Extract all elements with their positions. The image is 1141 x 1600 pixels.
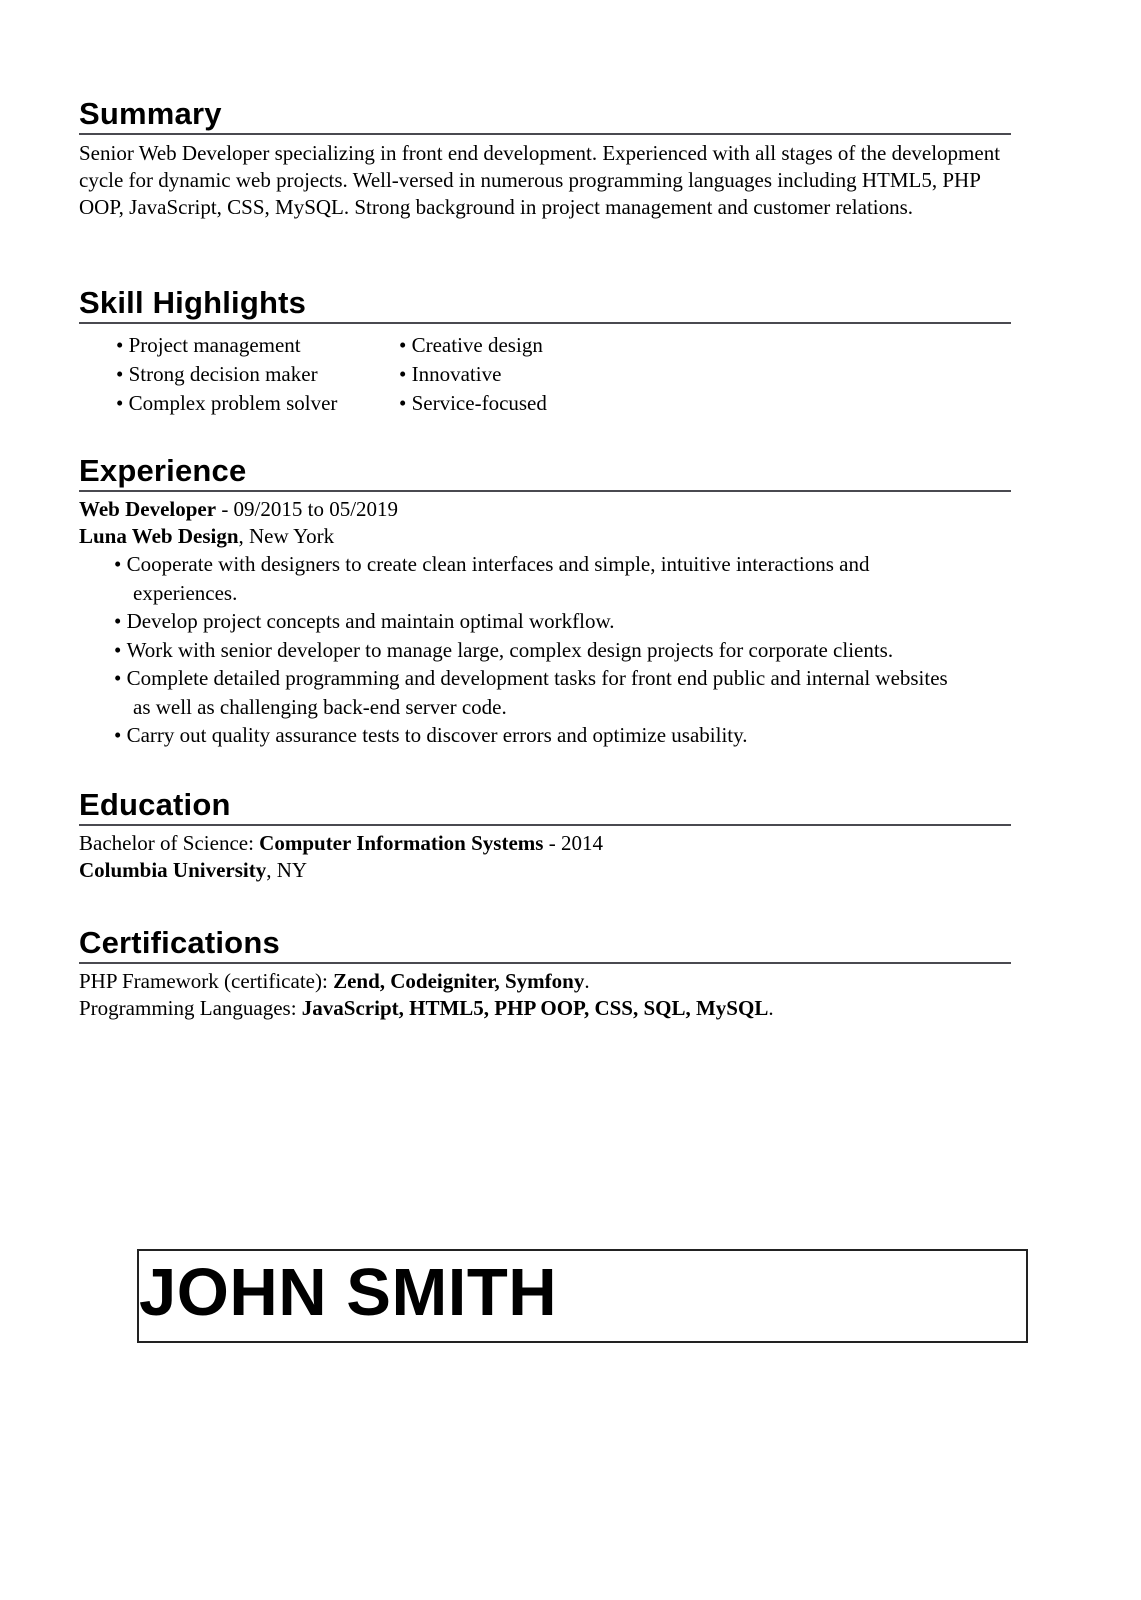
employer-line xyxy=(79,523,1011,550)
skill-item: • Innovative xyxy=(399,360,547,389)
skill-item: • Complex problem solver xyxy=(116,389,399,418)
skill-item: • Creative design xyxy=(399,331,547,360)
skills-heading: Skill Highlights xyxy=(79,285,1011,324)
job-title: Web Developer xyxy=(79,497,217,521)
experience-bullet: • Cooperate with designers to create clean interfaces and simple, intuitive interactions and experiences. xyxy=(114,550,953,607)
education-section xyxy=(79,787,1011,884)
degree-year: - 2014 xyxy=(543,831,603,855)
experience-bullet: • Carry out quality assurance tests to discover errors and optimize usability. xyxy=(114,721,953,750)
experience-heading: Experience xyxy=(79,453,1011,492)
summary-section xyxy=(79,96,1011,221)
degree-prefix: Bachelor of Science: xyxy=(79,831,260,855)
summary-heading: Summary xyxy=(79,96,1011,135)
summary-text: Senior Web Developer specializing in front end development. Experienced with all stages of the development cycle for dynamic web projects. Well-versed in numerous programming languages including HTML5, PHP OOP, JavaScript, CSS, MySQL. Strong background in project management and customer relations. xyxy=(79,141,1001,219)
certifications-heading: Certifications xyxy=(79,925,1011,964)
skill-item: • Service-focused xyxy=(399,389,547,418)
certification-label: PHP Framework (certificate): xyxy=(79,969,334,993)
candidate-name: JOHN SMITH xyxy=(139,1255,558,1330)
skill-item: • Project management xyxy=(116,331,399,360)
education-heading: Education xyxy=(79,787,1011,826)
certification-label: Programming Languages: xyxy=(79,996,302,1020)
skills-list xyxy=(116,331,1011,418)
skill-item: • Strong decision maker xyxy=(116,360,399,389)
employer-name: Luna Web Design xyxy=(79,524,239,548)
experience-bullet: • Work with senior developer to manage large, complex design projects for corporate clients. xyxy=(114,636,953,665)
experience-bullet: • Develop project concepts and maintain optimal workflow. xyxy=(114,607,953,636)
job-title-line xyxy=(79,496,1011,523)
degree-line xyxy=(79,830,1011,857)
degree-major: Computer Information Systems xyxy=(259,831,544,855)
experience-bullet: • Complete detailed programming and development tasks for front end public and internal websites as well as challenging back-end server code. xyxy=(114,664,953,721)
school-location: , NY xyxy=(266,858,308,882)
certification-values: Zend, Codeigniter, Symfony xyxy=(333,969,585,993)
certification-line-1 xyxy=(79,968,1011,995)
certification-line-2 xyxy=(79,995,1011,1022)
experience-section xyxy=(79,453,1011,750)
name-box xyxy=(137,1249,1028,1343)
certification-punct: . xyxy=(768,996,774,1020)
experience-bullets xyxy=(114,550,1011,750)
certifications-section xyxy=(79,925,1011,1022)
employer-location: , New York xyxy=(238,524,335,548)
school-line xyxy=(79,857,1011,884)
school-name: Columbia University xyxy=(79,858,267,882)
certification-punct: . xyxy=(584,969,590,993)
certification-values: JavaScript, HTML5, PHP OOP, CSS, SQL, MySQL xyxy=(301,996,769,1020)
skills-column-1 xyxy=(116,331,399,418)
skills-section xyxy=(79,285,1011,418)
skills-column-2 xyxy=(399,331,547,418)
job-dates: - 09/2015 to 05/2019 xyxy=(216,497,399,521)
